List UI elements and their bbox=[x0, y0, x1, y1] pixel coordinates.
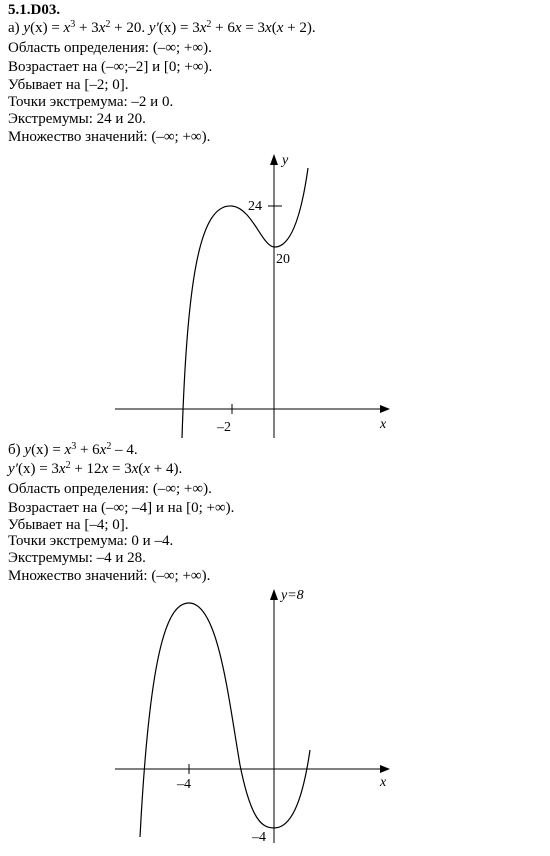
graph-b-y-arrow bbox=[270, 589, 278, 600]
part-b-domain: Область определения: (–∞; +∞). bbox=[8, 481, 212, 497]
part-a-increasing: Возрастает на (–∞;–2] и [0; +∞). bbox=[8, 59, 213, 75]
part-a-decreasing: Убывает на [–2; 0]. bbox=[8, 77, 129, 93]
part-a-extremum-points: Точки экстремума: –2 и 0. bbox=[8, 94, 174, 110]
part-b-extremum-points: Точки экстремума: 0 и –4. bbox=[8, 533, 174, 549]
graph-b-curve bbox=[140, 603, 310, 837]
graph-b-x-label: x bbox=[380, 775, 387, 790]
graph-b-y-label: y=8 bbox=[281, 588, 304, 603]
graph-b-label-neg4-x: –4 bbox=[177, 777, 191, 792]
part-a-range: Множество значений: (–∞; +∞). bbox=[8, 129, 211, 145]
part-b-range: Множество значений: (–∞; +∞). bbox=[8, 568, 211, 584]
graph-a bbox=[0, 148, 550, 448]
graph-b-label-neg4-y: –4 bbox=[252, 830, 266, 845]
part-a-extrema: Экстремумы: 24 и 20. bbox=[8, 111, 146, 127]
graph-b bbox=[0, 585, 550, 855]
problem-id: 5.1.D03. bbox=[8, 2, 61, 18]
graph-a-y-label: y bbox=[282, 153, 289, 168]
graph-a-x-arrow bbox=[380, 405, 390, 413]
part-b-formula: б) $y(x) = x^3 + 6x^2 - 4$. bbox=[8, 441, 138, 458]
graph-a-curve bbox=[182, 168, 308, 438]
part-b-derivative: $y'(x) = 3x^2 + 12x = 3x(x + 4)$. bbox=[8, 460, 183, 477]
graph-a-y-arrow bbox=[270, 154, 278, 165]
part-b-decreasing: Убывает на [–4; 0]. bbox=[8, 517, 129, 533]
part-a-formula: а) $y(x) = x^3 + 3x^2 + 20$. $y'(x) = 3x^2 + 6x = 3x(x + 2)$. bbox=[8, 19, 316, 36]
part-b-increasing: Возрастает на (–∞; –4] и на [0; +∞). bbox=[8, 500, 235, 516]
graph-a-x-label: x bbox=[380, 417, 387, 432]
graph-a-label-24: 24 bbox=[248, 199, 262, 214]
part-b-extrema: Экстремумы: –4 и 28. bbox=[8, 550, 146, 566]
graph-a-label-neg2: –2 bbox=[217, 420, 231, 435]
graph-b-x-arrow bbox=[380, 765, 390, 773]
graph-a-label-20: 20 bbox=[276, 252, 290, 267]
part-a-domain: Область определения: (–∞; +∞). bbox=[8, 40, 212, 56]
